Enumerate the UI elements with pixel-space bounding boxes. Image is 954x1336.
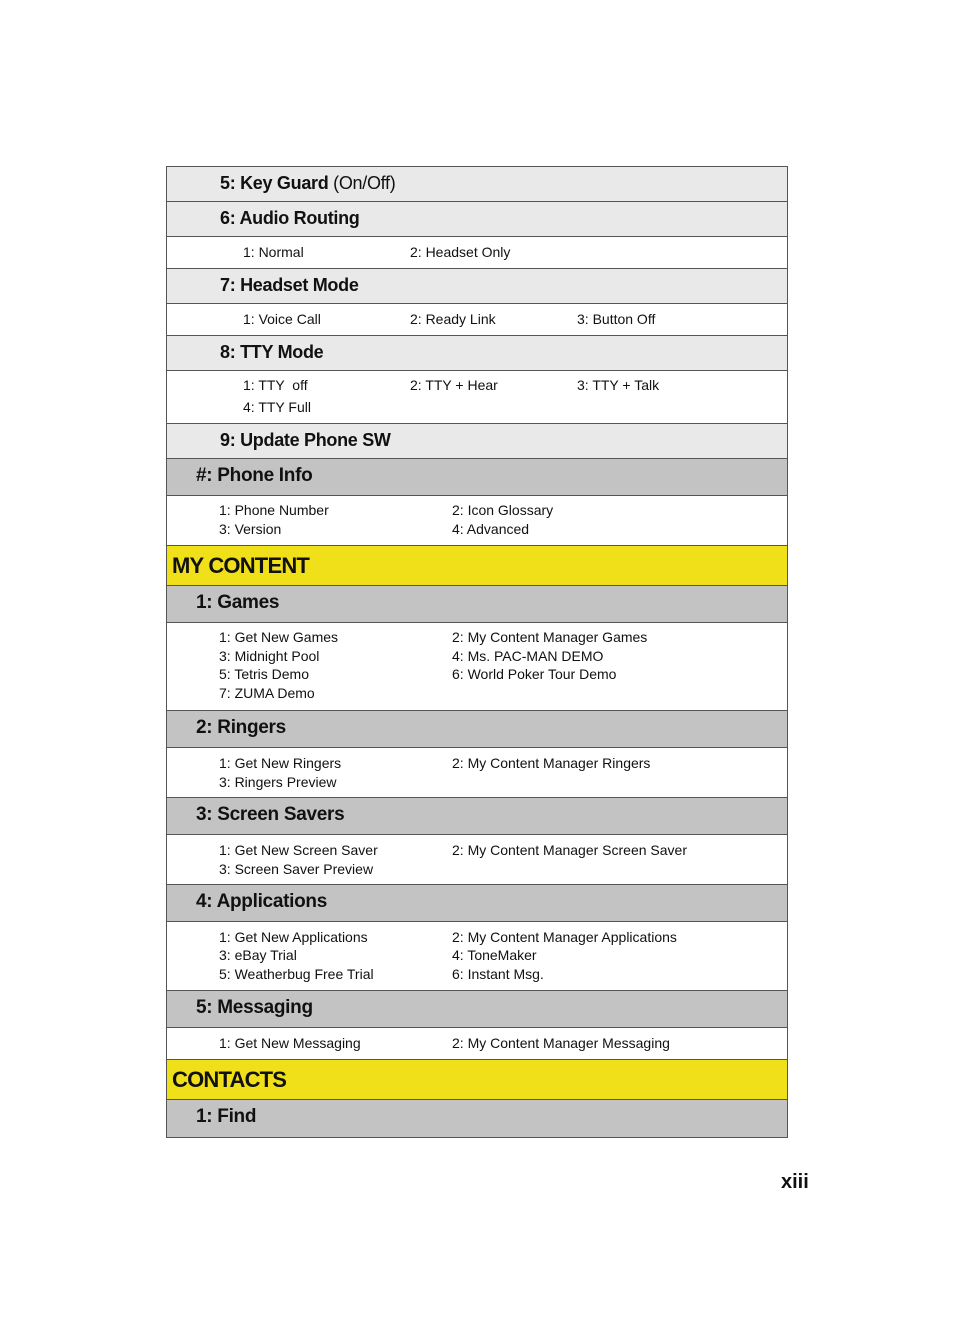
menu-options-audio-routing	[167, 237, 787, 269]
menu-option: 2: Ready Link	[410, 311, 496, 327]
menu-row-applications	[167, 885, 787, 922]
menu-heading: #: Phone Info	[196, 465, 313, 486]
menu-option: 1: Get New Games	[219, 629, 339, 645]
menu-category-title: CONTACTS	[172, 1067, 287, 1092]
menu-option: 4: Advanced	[452, 521, 530, 537]
menu-option: 2: My Content Manager Applications	[452, 929, 677, 945]
menu-row-games	[167, 586, 787, 623]
menu-option: 3: TTY + Talk	[577, 377, 660, 393]
menu-option: 3: Screen Saver Preview	[219, 861, 374, 877]
menu-option: 4: TTY Full	[243, 399, 311, 415]
menu-heading: 1: Find	[196, 1106, 257, 1127]
menu-option: 3: Version	[219, 521, 282, 537]
menu-option: 1: Normal	[243, 244, 304, 260]
menu-heading-suffix: (On/Off)	[328, 173, 396, 193]
menu-option: 1: Voice Call	[243, 311, 321, 327]
menu-options-headset-mode	[167, 304, 787, 336]
menu-row-headset-mode	[167, 269, 787, 304]
menu-option: 2: My Content Manager Games	[452, 629, 648, 645]
menu-heading: 2: Ringers	[196, 717, 286, 738]
menu-heading: 5: Messaging	[196, 997, 313, 1018]
menu-row-update-phone-sw	[167, 424, 787, 459]
menu-row-phone-info	[167, 459, 787, 496]
menu-table	[166, 166, 788, 1138]
menu-row-screen-savers	[167, 798, 787, 835]
menu-option: 6: World Poker Tour Demo	[452, 666, 617, 682]
menu-option: 2: My Content Manager Messaging	[452, 1035, 670, 1051]
menu-options-messaging	[167, 1028, 787, 1060]
menu-category-contacts	[167, 1060, 787, 1100]
menu-option: 2: Icon Glossary	[452, 502, 554, 518]
menu-row-audio-routing	[167, 202, 787, 237]
menu-option: 3: Ringers Preview	[219, 774, 337, 790]
page-number: xiii	[781, 1171, 809, 1193]
menu-option: 4: ToneMaker	[452, 947, 537, 963]
menu-heading: 6: Audio Routing	[220, 208, 360, 228]
menu-row-ringers	[167, 711, 787, 748]
menu-category-my-content	[167, 546, 787, 586]
menu-options-applications	[167, 922, 787, 991]
menu-row-key-guard	[167, 167, 787, 202]
menu-option: 2: TTY + Hear	[410, 377, 498, 393]
menu-option: 4: Ms. PAC-MAN DEMO	[452, 648, 604, 664]
menu-heading: 8: TTY Mode	[220, 342, 324, 362]
menu-heading: 7: Headset Mode	[220, 275, 359, 295]
menu-options-phone-info	[167, 496, 787, 546]
menu-options-games	[167, 623, 787, 711]
menu-row-find	[167, 1100, 787, 1137]
menu-options-screen-savers	[167, 835, 787, 885]
menu-option: 1: Get New Applications	[219, 929, 368, 945]
menu-option: 2: My Content Manager Screen Saver	[452, 842, 688, 858]
menu-option: 1: Phone Number	[219, 502, 329, 518]
menu-option: 3: Midnight Pool	[219, 648, 320, 664]
menu-heading: 4: Applications	[196, 891, 327, 912]
menu-row-tty-mode	[167, 336, 787, 371]
menu-option: 1: Get New Messaging	[219, 1035, 361, 1051]
menu-heading: 3: Screen Savers	[196, 804, 345, 825]
menu-option: 5: Tetris Demo	[219, 666, 309, 682]
menu-options-ringers	[167, 748, 787, 798]
menu-options-tty-mode	[167, 371, 787, 424]
menu-option: 3: Button Off	[577, 311, 656, 327]
menu-option: 1: Get New Ringers	[219, 755, 342, 771]
menu-option: 6: Instant Msg.	[452, 966, 544, 982]
menu-heading: 5: Key Guard (On/Off)	[220, 173, 396, 193]
menu-option: 3: eBay Trial	[219, 947, 297, 963]
menu-heading: 1: Games	[196, 592, 280, 613]
menu-option: 1: Get New Screen Saver	[219, 842, 378, 858]
menu-option: 2: Headset Only	[410, 244, 511, 260]
menu-option: 7: ZUMA Demo	[219, 685, 315, 701]
menu-option: 1: TTY off	[243, 377, 308, 393]
menu-heading: 9: Update Phone SW	[220, 430, 391, 450]
menu-category-title: MY CONTENT	[172, 553, 310, 578]
menu-option: 5: Weatherbug Free Trial	[219, 966, 374, 982]
menu-option: 2: My Content Manager Ringers	[452, 755, 651, 771]
menu-row-messaging	[167, 991, 787, 1028]
